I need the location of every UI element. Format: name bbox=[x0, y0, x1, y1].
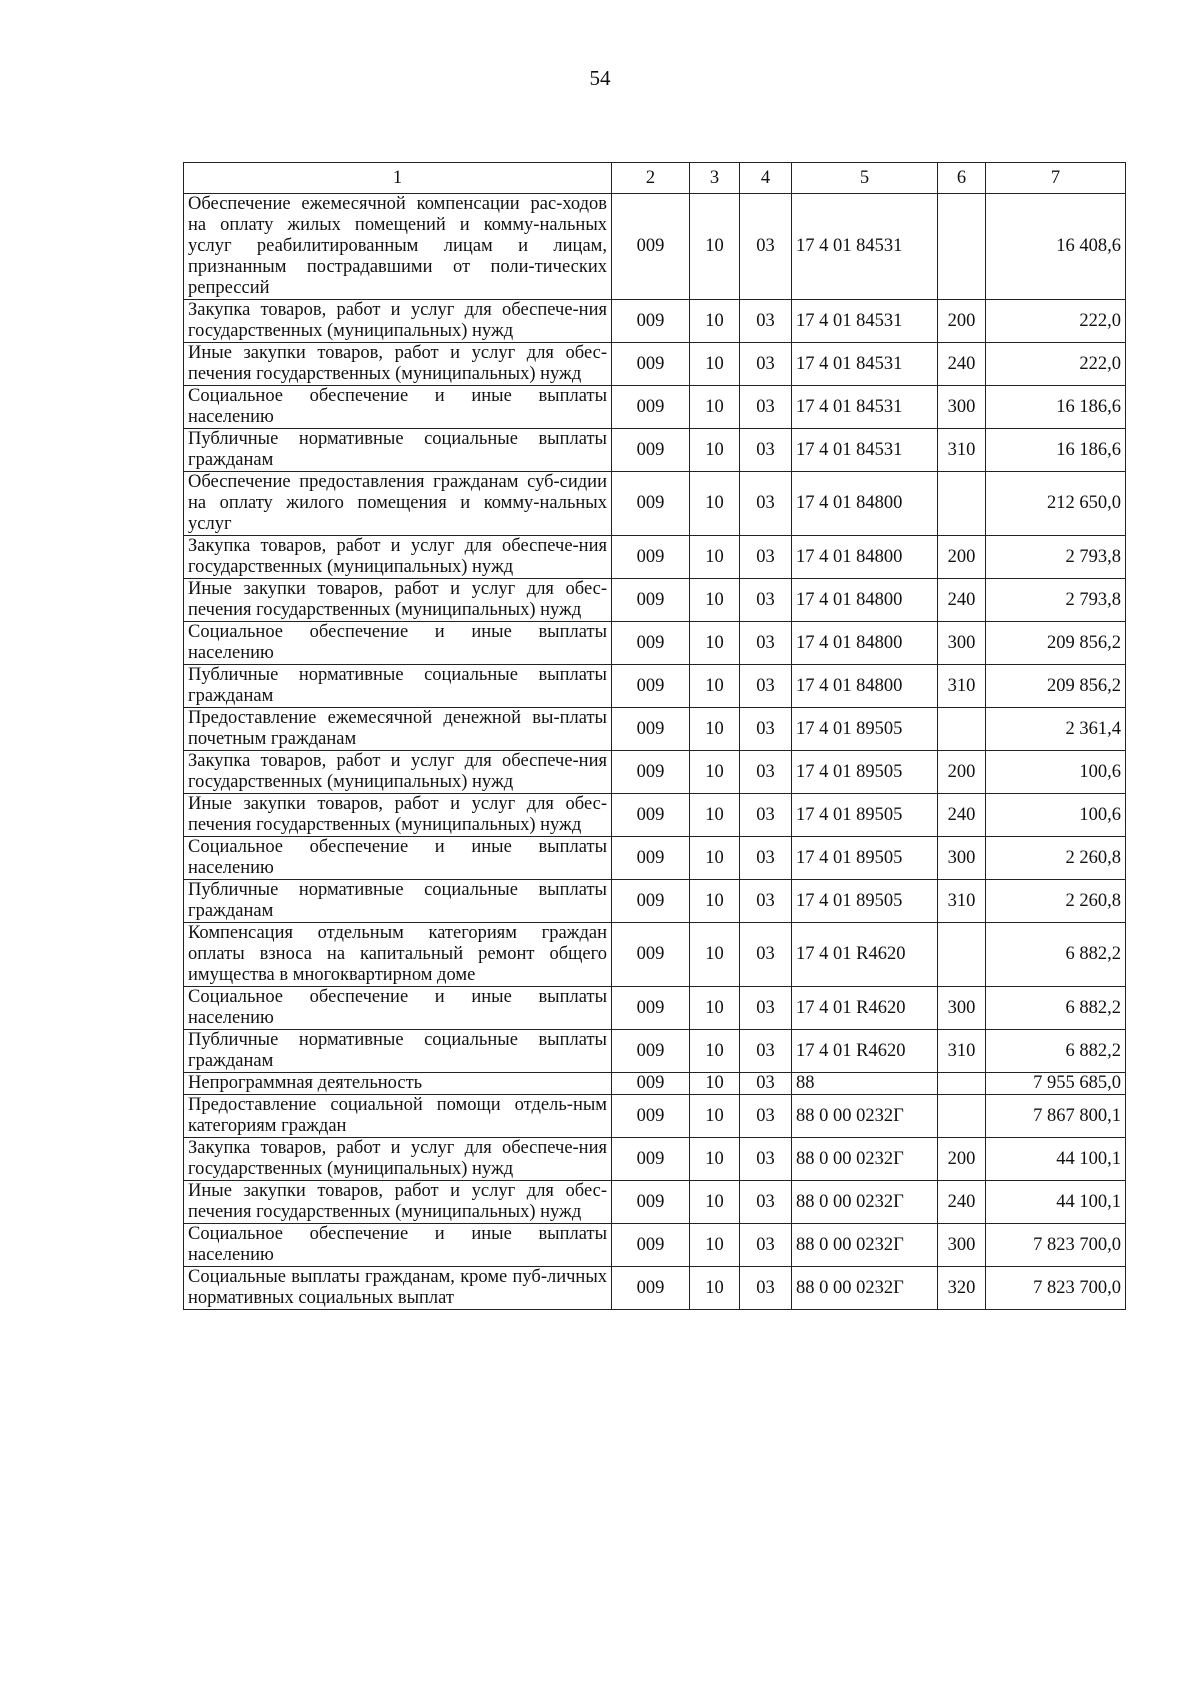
subsection-code-cell: 03 bbox=[740, 429, 792, 472]
target-article-cell: 17 4 01 84531 bbox=[792, 343, 938, 386]
expense-type-cell: 200 bbox=[938, 536, 986, 579]
table-row bbox=[184, 622, 1126, 665]
target-article-cell: 17 4 01 84531 bbox=[792, 194, 938, 300]
expense-type-cell: 200 bbox=[938, 300, 986, 343]
expense-type-cell: 310 bbox=[938, 880, 986, 923]
row-name-cell: Обеспечение ежемесячной компенсации рас-ходов на оплату жилых помещений и комму-нальных услуг реабилитированным лицам и лицам, признанным пострадавшими от поли-тических репрессий bbox=[184, 194, 612, 300]
subsection-code-cell: 03 bbox=[740, 536, 792, 579]
row-name-cell: Предоставление ежемесячной денежной вы-платы почетным гражданам bbox=[184, 708, 612, 751]
subsection-code-cell: 03 bbox=[740, 987, 792, 1030]
target-article-cell: 17 4 01 R4620 bbox=[792, 1030, 938, 1073]
ministry-code-cell: 009 bbox=[612, 837, 690, 880]
column-header: 5 bbox=[792, 163, 938, 194]
amount-cell: 222,0 bbox=[986, 343, 1126, 386]
section-code-cell: 10 bbox=[690, 708, 740, 751]
expense-type-cell: 300 bbox=[938, 987, 986, 1030]
ministry-code-cell: 009 bbox=[612, 472, 690, 536]
expense-type-cell: 320 bbox=[938, 1267, 986, 1310]
subsection-code-cell: 03 bbox=[740, 1073, 792, 1095]
expense-type-cell: 200 bbox=[938, 1138, 986, 1181]
ministry-code-cell: 009 bbox=[612, 923, 690, 987]
amount-cell: 209 856,2 bbox=[986, 622, 1126, 665]
row-name-cell: Социальное обеспечение и иные выплаты населению bbox=[184, 1224, 612, 1267]
section-code-cell: 10 bbox=[690, 622, 740, 665]
target-article-cell: 17 4 01 R4620 bbox=[792, 923, 938, 987]
column-header: 7 bbox=[986, 163, 1126, 194]
amount-cell: 6 882,2 bbox=[986, 923, 1126, 987]
row-name-cell: Закупка товаров, работ и услуг для обеспече-ния государственных (муниципальных) нужд bbox=[184, 536, 612, 579]
subsection-code-cell: 03 bbox=[740, 880, 792, 923]
amount-cell: 7 955 685,0 bbox=[986, 1073, 1126, 1095]
ministry-code-cell: 009 bbox=[612, 1073, 690, 1095]
row-name-cell: Иные закупки товаров, работ и услуг для обес-печения государственных (муниципальных) нужд bbox=[184, 343, 612, 386]
row-name-cell: Публичные нормативные социальные выплаты гражданам bbox=[184, 665, 612, 708]
row-name-cell: Закупка товаров, работ и услуг для обеспече-ния государственных (муниципальных) нужд bbox=[184, 300, 612, 343]
target-article-cell: 17 4 01 89505 bbox=[792, 880, 938, 923]
section-code-cell: 10 bbox=[690, 1138, 740, 1181]
section-code-cell: 10 bbox=[690, 300, 740, 343]
ministry-code-cell: 009 bbox=[612, 1267, 690, 1310]
table-row bbox=[184, 1073, 1126, 1095]
ministry-code-cell: 009 bbox=[612, 751, 690, 794]
row-name-cell: Социальное обеспечение и иные выплаты населению bbox=[184, 837, 612, 880]
expense-type-cell: 200 bbox=[938, 751, 986, 794]
ministry-code-cell: 009 bbox=[612, 880, 690, 923]
amount-cell: 7 823 700,0 bbox=[986, 1224, 1126, 1267]
ministry-code-cell: 009 bbox=[612, 386, 690, 429]
row-name-cell: Иные закупки товаров, работ и услуг для обес-печения государственных (муниципальных) нужд bbox=[184, 794, 612, 837]
target-article-cell: 17 4 01 84800 bbox=[792, 536, 938, 579]
amount-cell: 6 882,2 bbox=[986, 987, 1126, 1030]
section-code-cell: 10 bbox=[690, 1073, 740, 1095]
subsection-code-cell: 03 bbox=[740, 1095, 792, 1138]
subsection-code-cell: 03 bbox=[740, 386, 792, 429]
amount-cell: 44 100,1 bbox=[986, 1181, 1126, 1224]
amount-cell: 7 823 700,0 bbox=[986, 1267, 1126, 1310]
row-name-cell: Иные закупки товаров, работ и услуг для обес-печения государственных (муниципальных) нужд bbox=[184, 1181, 612, 1224]
amount-cell: 100,6 bbox=[986, 751, 1126, 794]
subsection-code-cell: 03 bbox=[740, 343, 792, 386]
amount-cell: 2 361,4 bbox=[986, 708, 1126, 751]
row-name-cell: Социальное обеспечение и иные выплаты населению bbox=[184, 987, 612, 1030]
amount-cell: 2 260,8 bbox=[986, 837, 1126, 880]
section-code-cell: 10 bbox=[690, 751, 740, 794]
subsection-code-cell: 03 bbox=[740, 751, 792, 794]
row-name-cell: Социальные выплаты гражданам, кроме пуб-личных нормативных социальных выплат bbox=[184, 1267, 612, 1310]
expense-type-cell bbox=[938, 923, 986, 987]
table-row bbox=[184, 386, 1126, 429]
target-article-cell: 88 0 00 0232Г bbox=[792, 1181, 938, 1224]
ministry-code-cell: 009 bbox=[612, 622, 690, 665]
row-name-cell: Публичные нормативные социальные выплаты гражданам bbox=[184, 880, 612, 923]
section-code-cell: 10 bbox=[690, 880, 740, 923]
section-code-cell: 10 bbox=[690, 386, 740, 429]
column-header: 6 bbox=[938, 163, 986, 194]
table-row bbox=[184, 665, 1126, 708]
ministry-code-cell: 009 bbox=[612, 1138, 690, 1181]
target-article-cell: 17 4 01 R4620 bbox=[792, 987, 938, 1030]
amount-cell: 2 793,8 bbox=[986, 579, 1126, 622]
subsection-code-cell: 03 bbox=[740, 708, 792, 751]
table-row bbox=[184, 794, 1126, 837]
ministry-code-cell: 009 bbox=[612, 1181, 690, 1224]
target-article-cell: 17 4 01 84531 bbox=[792, 386, 938, 429]
table-header-row bbox=[184, 163, 1126, 194]
row-name-cell: Социальное обеспечение и иные выплаты населению bbox=[184, 386, 612, 429]
target-article-cell: 17 4 01 89505 bbox=[792, 751, 938, 794]
ministry-code-cell: 009 bbox=[612, 194, 690, 300]
row-name-cell: Предоставление социальной помощи отдель-ным категориям граждан bbox=[184, 1095, 612, 1138]
budget-table bbox=[183, 162, 1126, 1310]
subsection-code-cell: 03 bbox=[740, 622, 792, 665]
target-article-cell: 88 0 00 0232Г bbox=[792, 1138, 938, 1181]
expense-type-cell: 300 bbox=[938, 1224, 986, 1267]
subsection-code-cell: 03 bbox=[740, 300, 792, 343]
amount-cell: 16 186,6 bbox=[986, 429, 1126, 472]
row-name-cell: Иные закупки товаров, работ и услуг для обес-печения государственных (муниципальных) нужд bbox=[184, 579, 612, 622]
column-header: 3 bbox=[690, 163, 740, 194]
row-name-cell: Публичные нормативные социальные выплаты гражданам bbox=[184, 429, 612, 472]
page-number: 54 bbox=[589, 66, 611, 90]
subsection-code-cell: 03 bbox=[740, 1138, 792, 1181]
row-name-cell: Закупка товаров, работ и услуг для обеспече-ния государственных (муниципальных) нужд bbox=[184, 751, 612, 794]
ministry-code-cell: 009 bbox=[612, 665, 690, 708]
row-name-cell: Социальное обеспечение и иные выплаты населению bbox=[184, 622, 612, 665]
table-row bbox=[184, 1224, 1126, 1267]
table-row bbox=[184, 1267, 1126, 1310]
ministry-code-cell: 009 bbox=[612, 579, 690, 622]
section-code-cell: 10 bbox=[690, 429, 740, 472]
expense-type-cell bbox=[938, 1095, 986, 1138]
row-name-cell: Компенсация отдельным категориям граждан оплаты взноса на капитальный ремонт общего имущества в многоквартирном доме bbox=[184, 923, 612, 987]
section-code-cell: 10 bbox=[690, 579, 740, 622]
amount-cell: 6 882,2 bbox=[986, 1030, 1126, 1073]
ministry-code-cell: 009 bbox=[612, 300, 690, 343]
row-name-cell: Непрограммная деятельность bbox=[184, 1073, 612, 1095]
expense-type-cell: 240 bbox=[938, 579, 986, 622]
subsection-code-cell: 03 bbox=[740, 1224, 792, 1267]
expense-type-cell: 240 bbox=[938, 343, 986, 386]
section-code-cell: 10 bbox=[690, 665, 740, 708]
ministry-code-cell: 009 bbox=[612, 794, 690, 837]
row-name-cell: Закупка товаров, работ и услуг для обеспече-ния государственных (муниципальных) нужд bbox=[184, 1138, 612, 1181]
ministry-code-cell: 009 bbox=[612, 1224, 690, 1267]
amount-cell: 222,0 bbox=[986, 300, 1126, 343]
subsection-code-cell: 03 bbox=[740, 579, 792, 622]
subsection-code-cell: 03 bbox=[740, 1267, 792, 1310]
section-code-cell: 10 bbox=[690, 194, 740, 300]
section-code-cell: 10 bbox=[690, 794, 740, 837]
subsection-code-cell: 03 bbox=[740, 472, 792, 536]
section-code-cell: 10 bbox=[690, 837, 740, 880]
target-article-cell: 17 4 01 89505 bbox=[792, 837, 938, 880]
table-row bbox=[184, 536, 1126, 579]
section-code-cell: 10 bbox=[690, 1181, 740, 1224]
expense-type-cell: 310 bbox=[938, 429, 986, 472]
table-row bbox=[184, 880, 1126, 923]
expense-type-cell: 300 bbox=[938, 386, 986, 429]
ministry-code-cell: 009 bbox=[612, 536, 690, 579]
target-article-cell: 88 0 00 0232Г bbox=[792, 1267, 938, 1310]
expense-type-cell bbox=[938, 472, 986, 536]
table-row bbox=[184, 923, 1126, 987]
target-article-cell: 17 4 01 84531 bbox=[792, 300, 938, 343]
table-row bbox=[184, 579, 1126, 622]
section-code-cell: 10 bbox=[690, 472, 740, 536]
row-name-cell: Публичные нормативные социальные выплаты гражданам bbox=[184, 1030, 612, 1073]
ministry-code-cell: 009 bbox=[612, 708, 690, 751]
table-row bbox=[184, 343, 1126, 386]
expense-type-cell bbox=[938, 708, 986, 751]
table-row bbox=[184, 1095, 1126, 1138]
target-article-cell: 17 4 01 89505 bbox=[792, 708, 938, 751]
table-row bbox=[184, 751, 1126, 794]
ministry-code-cell: 009 bbox=[612, 1095, 690, 1138]
subsection-code-cell: 03 bbox=[740, 1181, 792, 1224]
ministry-code-cell: 009 bbox=[612, 343, 690, 386]
expense-type-cell: 300 bbox=[938, 622, 986, 665]
amount-cell: 44 100,1 bbox=[986, 1138, 1126, 1181]
target-article-cell: 17 4 01 84800 bbox=[792, 472, 938, 536]
expense-type-cell bbox=[938, 194, 986, 300]
column-header: 2 bbox=[612, 163, 690, 194]
table-row bbox=[184, 472, 1126, 536]
table-row bbox=[184, 1030, 1126, 1073]
ministry-code-cell: 009 bbox=[612, 1030, 690, 1073]
column-header: 1 bbox=[184, 163, 612, 194]
section-code-cell: 10 bbox=[690, 343, 740, 386]
target-article-cell: 88 0 00 0232Г bbox=[792, 1224, 938, 1267]
target-article-cell: 17 4 01 84800 bbox=[792, 665, 938, 708]
expense-type-cell: 300 bbox=[938, 837, 986, 880]
target-article-cell: 17 4 01 84531 bbox=[792, 429, 938, 472]
section-code-cell: 10 bbox=[690, 1267, 740, 1310]
table-row bbox=[184, 300, 1126, 343]
section-code-cell: 10 bbox=[690, 923, 740, 987]
subsection-code-cell: 03 bbox=[740, 837, 792, 880]
subsection-code-cell: 03 bbox=[740, 665, 792, 708]
amount-cell: 16 408,6 bbox=[986, 194, 1126, 300]
amount-cell: 100,6 bbox=[986, 794, 1126, 837]
section-code-cell: 10 bbox=[690, 1095, 740, 1138]
amount-cell: 2 793,8 bbox=[986, 536, 1126, 579]
target-article-cell: 17 4 01 84800 bbox=[792, 622, 938, 665]
table-row bbox=[184, 1138, 1126, 1181]
section-code-cell: 10 bbox=[690, 1224, 740, 1267]
table-row bbox=[184, 837, 1126, 880]
target-article-cell: 88 0 00 0232Г bbox=[792, 1095, 938, 1138]
subsection-code-cell: 03 bbox=[740, 923, 792, 987]
ministry-code-cell: 009 bbox=[612, 987, 690, 1030]
amount-cell: 212 650,0 bbox=[986, 472, 1126, 536]
section-code-cell: 10 bbox=[690, 987, 740, 1030]
ministry-code-cell: 009 bbox=[612, 429, 690, 472]
table-row bbox=[184, 987, 1126, 1030]
section-code-cell: 10 bbox=[690, 536, 740, 579]
expense-type-cell: 310 bbox=[938, 1030, 986, 1073]
table-row bbox=[184, 1181, 1126, 1224]
subsection-code-cell: 03 bbox=[740, 1030, 792, 1073]
table-row bbox=[184, 194, 1126, 300]
expense-type-cell: 240 bbox=[938, 1181, 986, 1224]
expense-type-cell bbox=[938, 1073, 986, 1095]
target-article-cell: 17 4 01 84800 bbox=[792, 579, 938, 622]
expense-type-cell: 240 bbox=[938, 794, 986, 837]
amount-cell: 209 856,2 bbox=[986, 665, 1126, 708]
target-article-cell: 88 bbox=[792, 1073, 938, 1095]
subsection-code-cell: 03 bbox=[740, 194, 792, 300]
subsection-code-cell: 03 bbox=[740, 794, 792, 837]
amount-cell: 7 867 800,1 bbox=[986, 1095, 1126, 1138]
section-code-cell: 10 bbox=[690, 1030, 740, 1073]
table-row bbox=[184, 708, 1126, 751]
amount-cell: 16 186,6 bbox=[986, 386, 1126, 429]
column-header: 4 bbox=[740, 163, 792, 194]
expense-type-cell: 310 bbox=[938, 665, 986, 708]
table-row bbox=[184, 429, 1126, 472]
amount-cell: 2 260,8 bbox=[986, 880, 1126, 923]
target-article-cell: 17 4 01 89505 bbox=[792, 794, 938, 837]
row-name-cell: Обеспечение предоставления гражданам суб-сидии на оплату жилого помещения и комму-нальных услуг bbox=[184, 472, 612, 536]
